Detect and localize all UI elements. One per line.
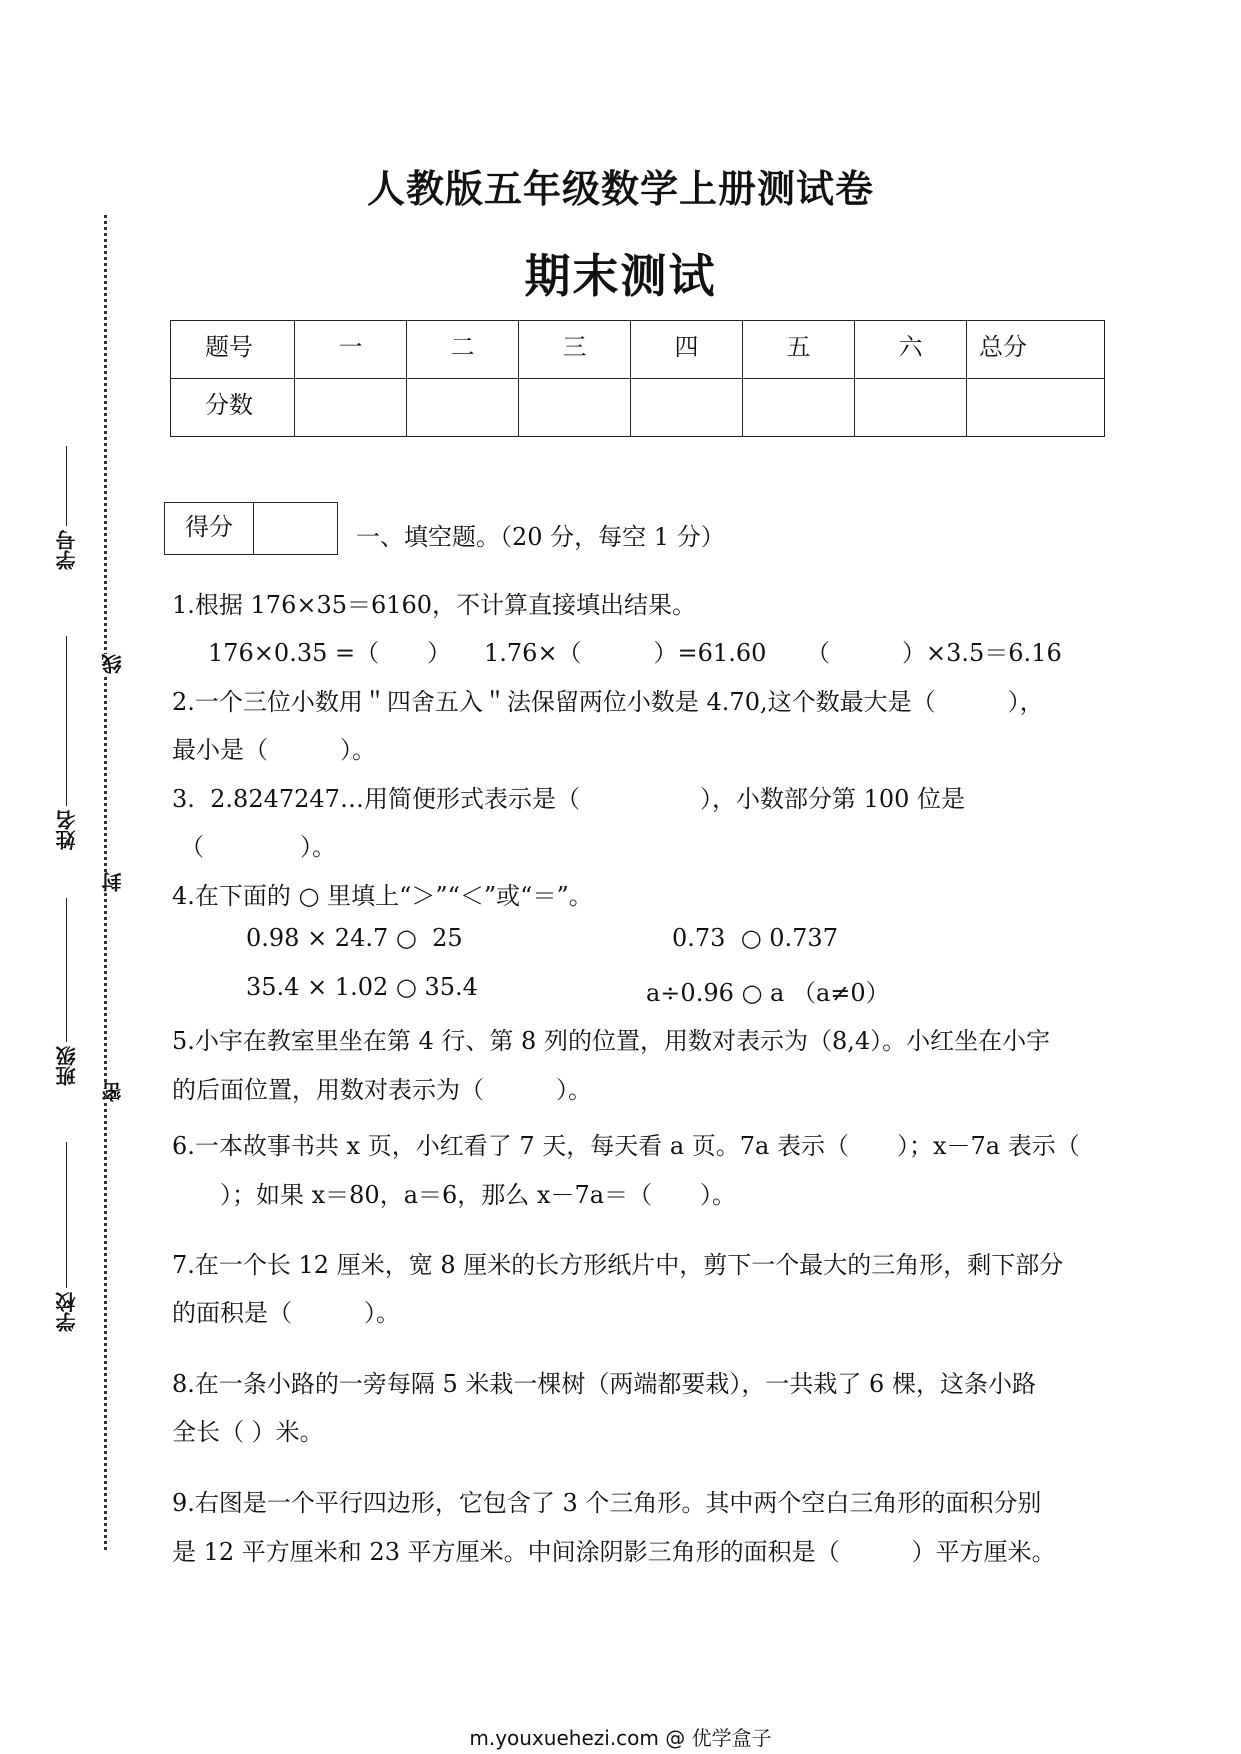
student-id-label: 学号: [55, 530, 79, 570]
section-score-label: 得分: [165, 503, 254, 554]
score-table-col-5: 五: [743, 321, 855, 379]
score-table-col-6: 六: [855, 321, 967, 379]
question-9-line2: 是 12 平方厘米和 23 平方厘米。中间涂阴影三角形的面积是（ ）平方厘米。: [172, 1538, 1056, 1566]
student-name-field[interactable]: [66, 636, 67, 806]
score-cell[interactable]: [631, 379, 743, 437]
question-2-line1: 2.一个三位小数用＂四舍五入＂法保留两位小数是 4.70,这个数最大是（ ），: [172, 688, 1044, 716]
footer-watermark: m.youxuehezi.com @ 优学盒子: [469, 1726, 772, 1750]
question-8-line2: 全长（ ）米。: [172, 1418, 324, 1446]
score-table-total: 总分: [967, 321, 1105, 379]
score-table-col-2: 二: [407, 321, 519, 379]
school-label: 学校: [55, 1292, 79, 1332]
class-field[interactable]: [66, 898, 67, 1042]
student-id-field[interactable]: [66, 446, 67, 526]
score-table-score-row: [171, 379, 1105, 437]
score-table-col-3: 三: [519, 321, 631, 379]
score-table-col-1: 一: [295, 321, 407, 379]
class-label: 班级: [55, 1046, 79, 1086]
question-7-line1: 7.在一个长 12 厘米，宽 8 厘米的长方形纸片中，剪下一个最大的三角形，剩下部分: [172, 1251, 1064, 1279]
question-6-line2: ）；如果 x＝80，a＝6，那么 x－7a＝（ ）。: [172, 1181, 737, 1209]
question-1b: 1.76×（ ）=61.60: [484, 639, 767, 667]
section-heading: 一、填空题。（20 分，每空 1 分）: [356, 523, 725, 551]
question-4a: 0.98 × 24.7 ○ 25: [246, 924, 463, 952]
question-3-line1: 3. 2.8247247…用简便形式表示是（ ），小数部分第 100 位是: [172, 785, 966, 813]
question-7-line2: 的面积是（ ）。: [172, 1299, 400, 1327]
question-5-line1: 5.小宇在教室里坐在第 4 行、第 8 列的位置，用数对表示为（8,4）。小红坐在小宇: [172, 1027, 1051, 1055]
page-title: 人教版五年级数学上册测试卷: [366, 166, 874, 211]
question-4d: a÷0.96 ○ a （a≠0）: [646, 979, 890, 1007]
student-name-label: 姓名: [55, 810, 79, 850]
score-table-row-label: 分数: [171, 379, 295, 437]
score-cell[interactable]: [407, 379, 519, 437]
question-4c: 35.4 × 1.02 ○ 35.4: [246, 973, 478, 1001]
question-2-line2: 最小是（ ）。: [172, 736, 376, 764]
score-cell[interactable]: [519, 379, 631, 437]
question-4-text: 4.在下面的 ○ 里填上“＞”“＜”或“＝”。: [172, 882, 593, 910]
seal-mark-feng: 封: [98, 872, 127, 892]
question-1-text: 1.根据 176×35＝6160，不计算直接填出结果。: [172, 591, 697, 619]
question-5-line2: 的后面位置，用数对表示为（ ）。: [172, 1076, 592, 1104]
school-field[interactable]: [66, 1142, 67, 1288]
score-cell-total[interactable]: [967, 379, 1105, 437]
score-table-row-label: 题号: [171, 321, 295, 379]
question-1c: （ ）×3.5＝6.16: [806, 639, 1062, 667]
question-1a: 176×0.35 =（ ）: [208, 639, 452, 667]
question-3-line2: （ ）。: [180, 833, 336, 861]
question-9-line1: 9.右图是一个平行四边形，它包含了 3 个三角形。其中两个空白三角形的面积分别: [172, 1489, 1042, 1517]
score-cell[interactable]: [855, 379, 967, 437]
seal-mark-xian: 线: [98, 654, 127, 674]
score-table-header-row: [171, 321, 1105, 379]
score-table: [170, 320, 1105, 437]
question-8-line1: 8.在一条小路的一旁每隔 5 米栽一棵树（两端都要栽），一共栽了 6 棵，这条小路: [172, 1370, 1036, 1398]
question-4b: 0.73 ○ 0.737: [672, 924, 838, 952]
question-6-line1: 6.一本故事书共 x 页，小红看了 7 天，每天看 a 页。7a 表示（ ）；x－7a 表示（: [172, 1132, 1080, 1160]
section-score-box: [164, 502, 338, 555]
score-cell[interactable]: [743, 379, 855, 437]
seal-mark-mi: 密: [98, 1082, 127, 1102]
score-cell[interactable]: [295, 379, 407, 437]
score-table-col-4: 四: [631, 321, 743, 379]
page-subtitle: 期末测试: [524, 249, 717, 303]
